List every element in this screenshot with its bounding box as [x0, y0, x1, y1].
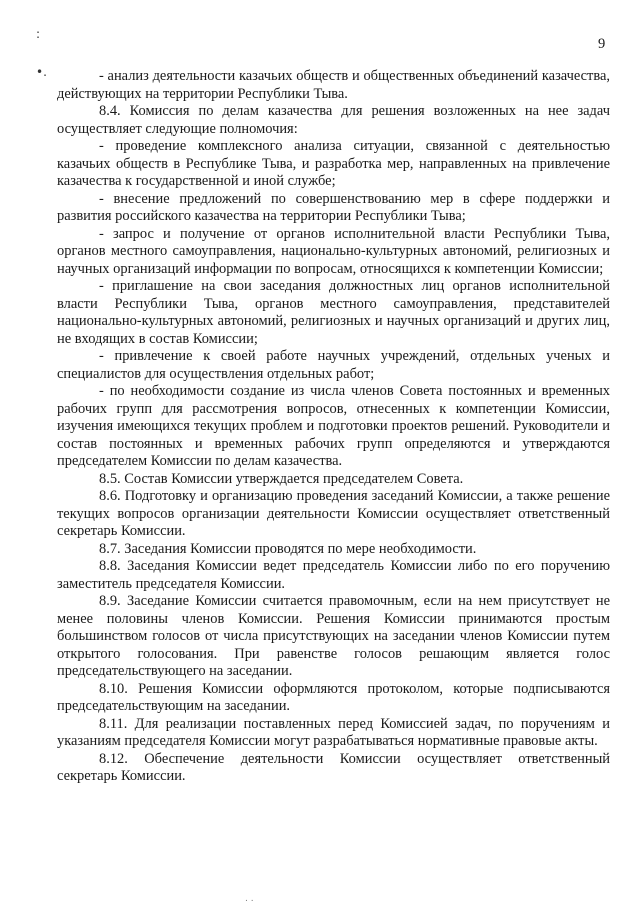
- paragraph-item: - анализ деятельности казачьих обществ и общественных объединений казачества, действующих на территории Республики Тыва.: [57, 68, 610, 102]
- paragraph-item: - приглашение на свои заседания должностных лиц органов исполнительной власти Республики Тыва, органов местного самоуправления, представителей национально-культурных автономий, религиозных и научных организаций и других лиц, не входящих в состав Комиссии;: [57, 278, 610, 347]
- paragraph-item: - запрос и получение от органов исполнительной власти Республики Тыва, органов местного самоуправления, национально-культурных автономий, религиозных и научных организаций информации по вопросам, относящихся к компетенции Комиссии;: [57, 225, 610, 277]
- paragraph-item: 8.7. Заседания Комиссии проводятся по мере необходимости.: [99, 540, 477, 557]
- paragraph-item: - привлечение к своей работе научных учреждений, отдельных ученых и специалистов для осуществления отдельных работ;: [57, 348, 610, 382]
- paragraph-item: 8.10. Решения Комиссии оформляются протоколом, которые подписываются председательствующим на заседании.: [57, 680, 610, 714]
- paragraph-item: 8.11. Для реализации поставленных перед Комиссией задач, по поручениям и указаниям председателя Комиссии могут разрабатываться нормативные правовые акты.: [57, 715, 610, 749]
- paragraph-item: 8.9. Заседание Комиссии считается правомочным, если на нем присутствует не менее половины членов Комиссии. Решения Комиссии принимаются простым большинством голосов от числа присутствующих на заседании членов Комиссии путем открытого голосования. При равенстве голосов решающим является голос председательствующего на заседании.: [57, 593, 610, 679]
- paragraph-item: 8.4. Комиссия по делам казачества для решения возложенных на нее задач осуществляет следующие полномочия:: [57, 103, 610, 137]
- page-number: 9: [598, 36, 606, 52]
- scan-artifact-mark: . .: [245, 894, 254, 904]
- paragraph-item: 8.6. Подготовку и организацию проведения заседаний Комиссии, а также решение текущих вопросов организации деятельности Комиссии осуществляет ответственный секретарь Комиссии.: [57, 488, 610, 539]
- paragraph-item: 8.8. Заседания Комиссии ведет председатель Комиссии либо по его поручению заместитель председателя Комиссии.: [57, 558, 610, 592]
- paragraph-item: 8.12. Обеспечение деятельности Комиссии осуществляет ответственный секретарь Комиссии.: [57, 750, 610, 784]
- scan-artifact-mark: •.: [36, 65, 47, 79]
- paragraph-item: 8.5. Состав Комиссии утверждается председателем Совета.: [99, 470, 464, 487]
- paragraph-item: - внесение предложений по совершенствованию мер в сфере поддержки и развития российского казачества на территории Республики Тыва;: [57, 190, 610, 224]
- paragraph-item: - проведение комплексного анализа ситуации, связанной с деятельностью казачьих обществ в Республике Тыва, и разработка мер, направленных на привлечение казачества к государственной и иной службе;: [57, 138, 610, 189]
- document-body: [57, 68, 610, 786]
- paragraph-item: - по необходимости создание из числа членов Совета постоянных и временных рабочих групп для рассмотрения вопросов, отнесенных к компетенции Комиссии, изучения имеющихся текущих проблем и подготовки проектов решений. Руководители и состав постоянных и временных рабочих групп определяются и утверждаются председателем Комиссии по делам казачества.: [57, 383, 610, 469]
- scan-artifact-mark: :: [36, 27, 41, 41]
